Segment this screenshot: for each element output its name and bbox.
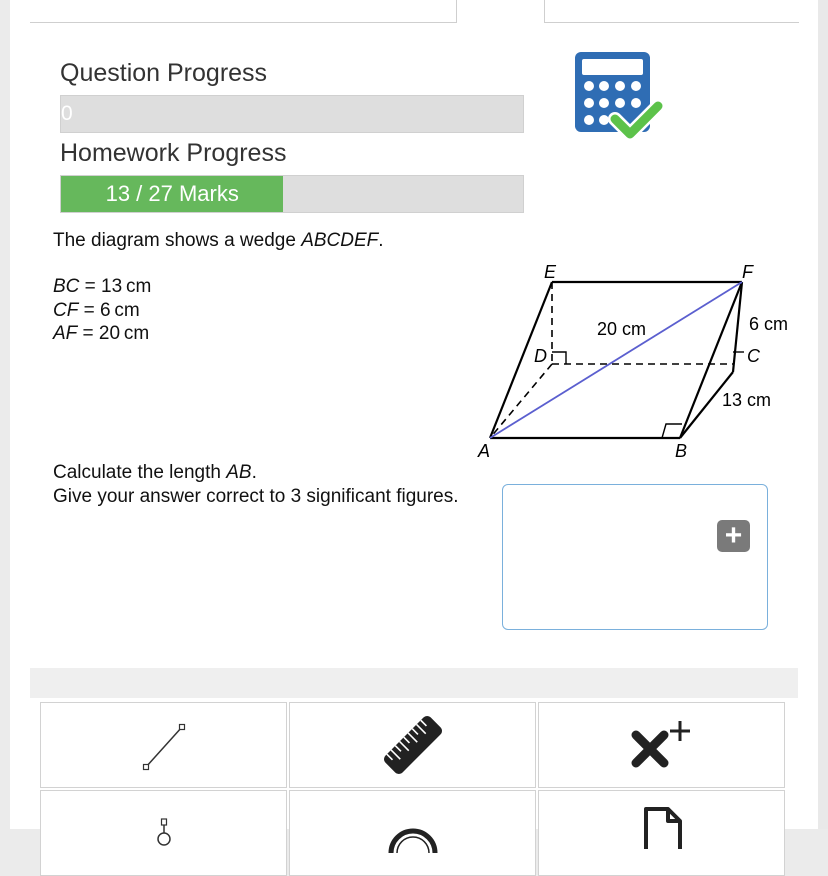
toolbar-header [30,668,798,698]
line-segment-icon [134,715,194,775]
homework-progress-fill [61,176,283,212]
clear-tool[interactable] [538,702,785,788]
given-af [53,322,151,346]
question-calculate [53,462,257,484]
plus-symbol: + [724,519,743,552]
intro-period: . [378,230,384,251]
intro-text: The diagram shows a wedge [53,230,302,251]
ruler-icon [378,710,448,780]
wedge-diagram [460,258,790,473]
homework-progress-bar [60,175,524,213]
question-instruction: Give your answer correct to 3 significant figures. [53,486,459,507]
question-progress-bar [60,95,524,133]
clear-x-plus-icon [626,715,698,775]
question-intro [53,230,384,252]
homework-progress-marks: 13 / 27 Marks [105,181,239,206]
vertex-b: B [675,441,688,461]
given-value: = 6 cm [78,299,140,321]
calc-text: Calculate the length [53,462,227,483]
protractor-tool[interactable] [289,790,536,876]
compass-tool[interactable] [40,790,287,876]
vertex-a: A [478,441,491,461]
given-value: = 20 cm [77,323,150,344]
given-bc [53,275,151,299]
plus-square-icon[interactable] [717,520,750,552]
vertex-f: F [742,262,753,282]
homework-progress-label: Homework Progress [60,139,287,167]
shape-name: ABCDEF [301,230,379,251]
calculator-check-icon[interactable] [575,52,665,152]
label-af: 20 cm [597,319,647,339]
vertex-c: C [747,346,760,366]
diagonal-af [490,282,742,438]
label-bc: 13 cm [722,390,772,410]
scrollbar[interactable] [818,0,828,829]
note-tool[interactable] [538,790,785,876]
vertex-d: D [534,346,547,366]
question-progress-value: 0 [61,102,73,125]
calc-var: AB [226,462,252,483]
given-cf [53,299,151,323]
line-tool[interactable] [40,702,287,788]
given-var: CF [53,299,79,321]
homework-panel [10,0,818,829]
document-icon [632,803,692,863]
given-values [53,275,151,346]
vertex-e: E [544,262,557,282]
compass-icon [144,803,184,863]
tab-left[interactable] [30,0,457,23]
question-progress-label: Question Progress [60,59,268,87]
ruler-tool[interactable] [289,702,536,788]
label-cf: 6 cm [749,314,789,334]
given-value: = 13 cm [79,276,152,297]
protractor-icon [383,803,443,863]
calc-period: . [251,462,257,483]
tab-right[interactable] [544,0,799,23]
top-tabs [30,0,798,23]
given-var: BC [53,276,80,297]
answer-input[interactable] [502,484,768,630]
given-var: AF [53,323,78,344]
